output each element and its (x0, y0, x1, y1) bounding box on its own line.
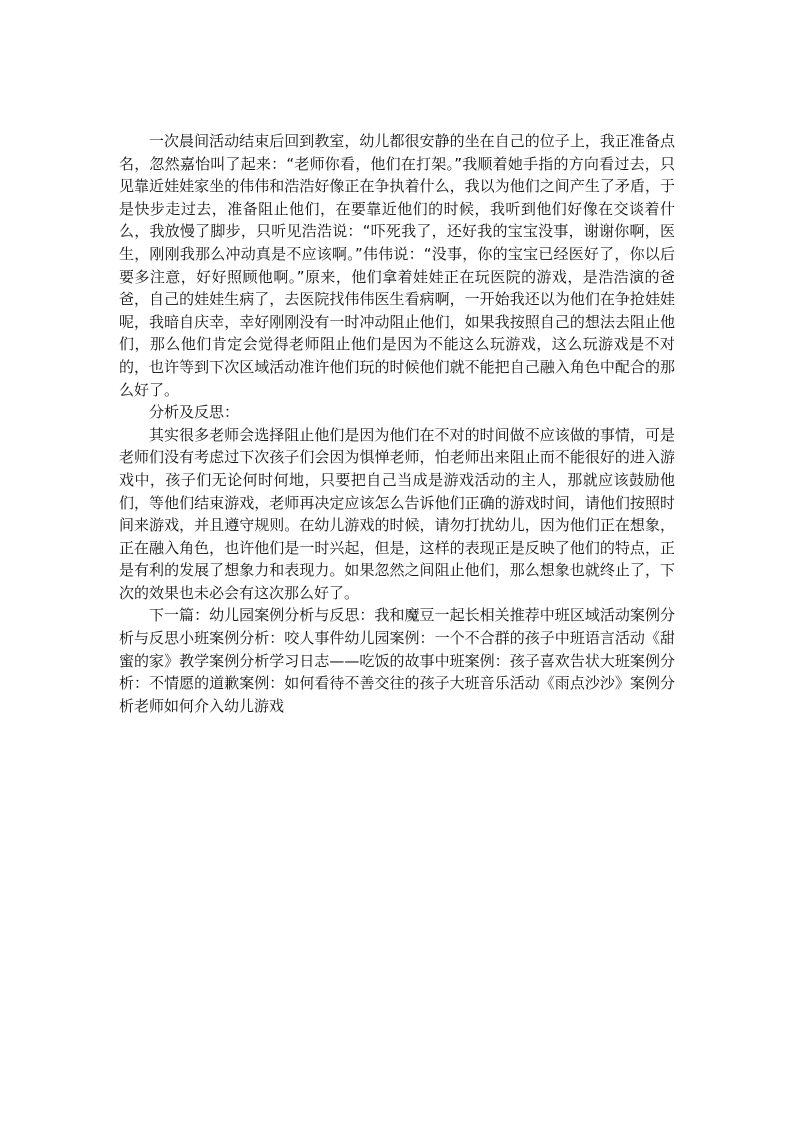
paragraph-analysis-heading: 分析及反思： (149, 403, 240, 422)
paragraph-reflection: 其实很多老师会选择阻止他们是因为他们在不对的时间做不应该做的事情，可是老师们没有考虑过下次孩子们会因为惧惮老师，怕老师出来阻止而不能很好的进入游戏中，孩子们无论何时何地，只要把自己当成是游戏活动的主人，那就应该鼓励他们，等他们结束游戏，老师再决定应该怎么告诉他们正确的游戏时间，请他们按照时间来游戏，并且遵守规则。在幼儿游戏的时候，请勿打扰幼儿，因为他们正在想象，正在融入角色，也许他们是一时兴起，但是，这样的表现正是反映了他们的特点，正是有利的发展了想象力和表现力。如果忽然之间阻止他们，那么想象也就终止了，下次的效果也未必会有这次那么好了。 (119, 425, 675, 602)
document-body (119, 130, 675, 717)
paragraph-story: 一次晨间活动结束后回到教室，幼儿都很安静的坐在自己的位子上，我正准备点名，忽然嘉怡叫了起来：“老师你看，他们在打架。”我顺着她手指的方向看过去，只见靠近娃娃家坐的伟伟和浩浩好像正在争执着什么，我以为他们之间产生了矛盾，于是快步走过去，准备阻止他们，在要靠近他们的时候，我听到他们好像在交谈着什么，我放慢了脚步，只听见浩浩说：“吓死我了，还好我的宝宝没事，谢谢你啊，医生，刚刚我那么冲动真是不应该啊。”伟伟说：“没事，你的宝宝已经医好了，你以后要多注意，好好照顾他啊。”原来，他们拿着娃娃正在玩医院的游戏，是浩浩演的爸爸，自己的娃娃生病了，去医院找伟伟医生看病啊，一开始我还以为他们在争抢娃娃呢，我暗自庆幸，幸好刚刚没有一时冲动阻止他们，如果我按照自己的想法去阻止他们，那么他们肯定会觉得老师阻止他们是因为不能这么玩游戏，这么玩游戏是不对的，也许等到下次区域活动准许他们玩的时候他们就不能把自己融入角色中配合的那么好了。 (119, 132, 675, 399)
paragraph-related-links: 下一篇：幼儿园案例分析与反思：我和魔豆一起长相关推荐中班区域活动案例分析与反思小班案例分析：咬人事件幼儿园案例：一个不合群的孩子中班语言活动《甜蜜的家》教学案例分析学习日志——吃饭的故事中班案例：孩子喜欢告状大班案例分析：不情愿的道歉案例：如何看待不善交往的孩子大班音乐活动《雨点沙沙》案例分析老师如何介入幼儿游戏 (119, 606, 675, 715)
